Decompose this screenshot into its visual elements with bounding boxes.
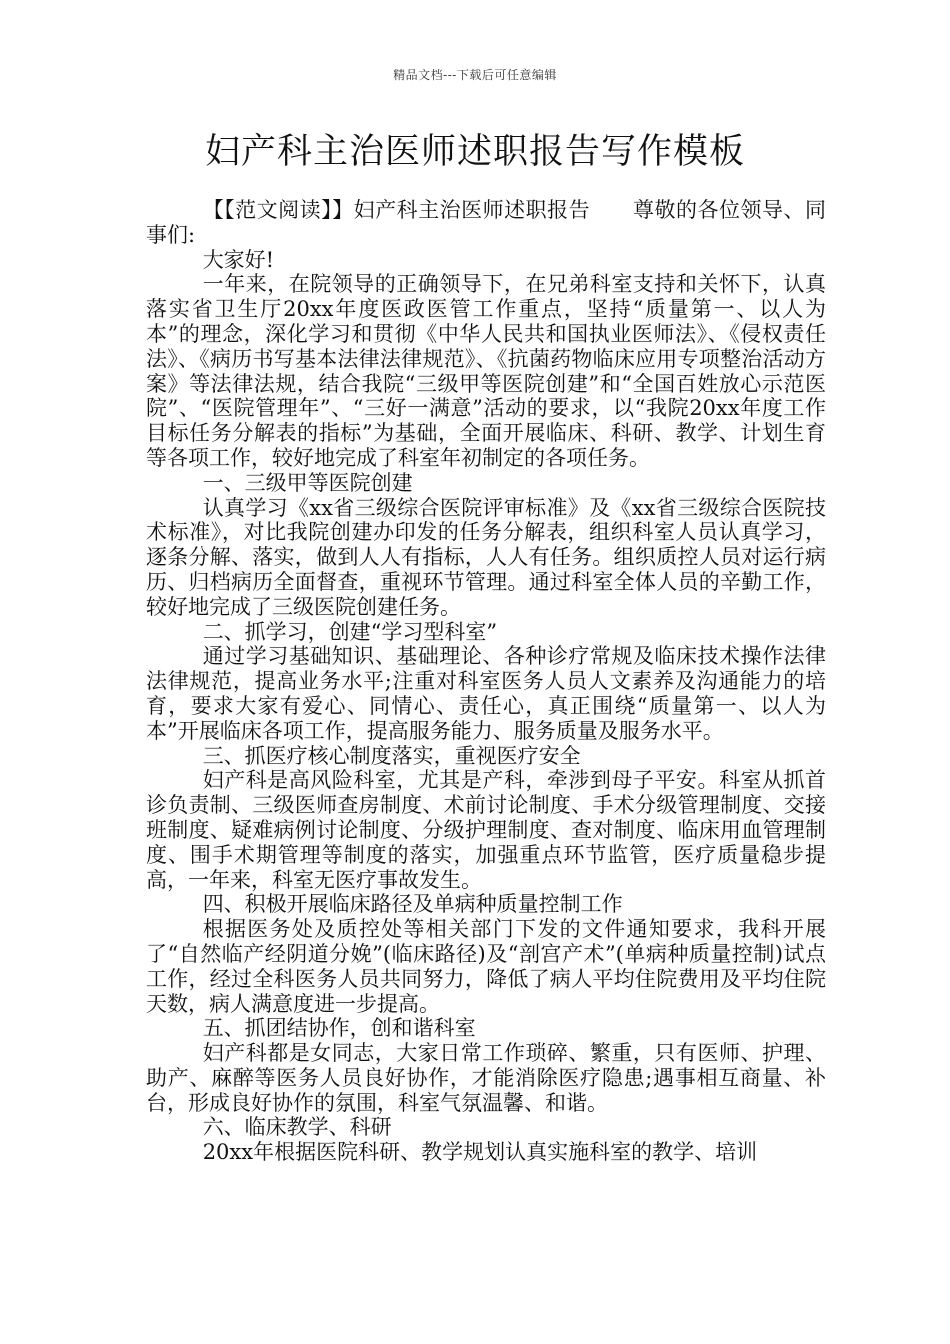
section-paragraph-1: 认真学习《xx省三级综合医院评审标准》及《xx省三级综合医院技术标准》，对比我院创建办印发的任务分解表，组织科室人员认真学习，逐条分解、落实，做到人人有指标，人人有任务。组织质控人员对运行病历、归档病历全面督查，重视环节管理。通过科室全体人员的辛勤工作，较好地完成了三级医院创建任务。	[146, 495, 826, 619]
header-note: 精品文档---下载后可任意编辑	[393, 68, 557, 82]
section-paragraph-6: 20xx年根据医院科研、教学规划认真实施科室的教学、培训	[202, 1140, 758, 1165]
intro-paragraph: 【【范文阅读】】妇产科主治医师述职报告 尊敬的各位领导、同事们:	[146, 198, 826, 247]
section-heading-6: 六、临床教学、科研	[202, 1115, 392, 1140]
section-heading-4: 四、积极开展临床路径及单病种质量控制工作	[202, 892, 623, 917]
page-title: 妇产科主治医师述职报告写作模板	[204, 132, 745, 172]
greeting-paragraph: 大家好!	[202, 247, 275, 272]
section-heading-5: 五、抓团结协作，创和谐科室	[202, 1016, 476, 1041]
section-heading-3: 三、抓医疗核心制度落实，重视医疗安全	[202, 743, 581, 768]
document-body	[146, 198, 826, 1165]
overview-paragraph: 一年来，在院领导的正确领导下，在兄弟科室支持和关怀下，认真落实省卫生厅20xx年度医政医管工作重点，坚持“质量第一、以人为本”的理念，深化学习和贯彻《中华人民共和国执业医师法》、《侵权责任法》、《病历书写基本法律法律规范》、《抗菌药物临床应用专项整治活动方案》等法律法规，结合我院“三级甲等医院创建”和“全国百姓放心示范医院”、“医院管理年”、“三好一满意”活动的要求，以“我院20xx年度工作目标任务分解表的指标”为基础，全面开展临床、科研、教学、计划生育等各项工作，较好地完成了科室年初制定的各项任务。	[146, 272, 826, 470]
section-heading-2: 二、抓学习，创建“学习型科室”	[202, 619, 498, 644]
section-paragraph-5: 妇产科都是女同志，大家日常工作琐碎、繁重，只有医师、护理、助产、麻醉等医务人员良好协作，才能消除医疗隐患;遇事相互商量、补台，形成良好协作的氛围，科室气氛温馨、和谐。	[146, 1041, 826, 1115]
section-paragraph-2: 通过学习基础知识、基础理论、各种诊疗常规及临床技术操作法律法律规范，提高业务水平;注重对科室医务人员人文素养及沟通能力的培育，要求大家有爱心、同情心、责任心，真正围绕“质量第一、以人为本”开展临床各项工作，提高服务能力、服务质量及服务水平。	[146, 644, 826, 743]
section-heading-1: 一、三级甲等医院创建	[202, 470, 413, 495]
section-paragraph-3: 妇产科是高风险科室，尤其是产科，牵涉到母子平安。科室从抓首诊负责制、三级医师查房制度、术前讨论制度、手术分级管理制度、交接班制度、疑难病例讨论制度、分级护理制度、查对制度、临床用血管理制度、围手术期管理等制度的落实，加强重点环节监管，医疗质量稳步提高，一年来，科室无医疗事故发生。	[146, 768, 826, 892]
section-paragraph-4: 根据医务处及质控处等相关部门下发的文件通知要求，我科开展了“自然临产经阴道分娩”(临床路径)及“剖宫产术”(单病种质量控制)试点工作，经过全科医务人员共同努力，降低了病人平均住院费用及平均住院天数，病人满意度进一步提高。	[146, 917, 826, 1016]
